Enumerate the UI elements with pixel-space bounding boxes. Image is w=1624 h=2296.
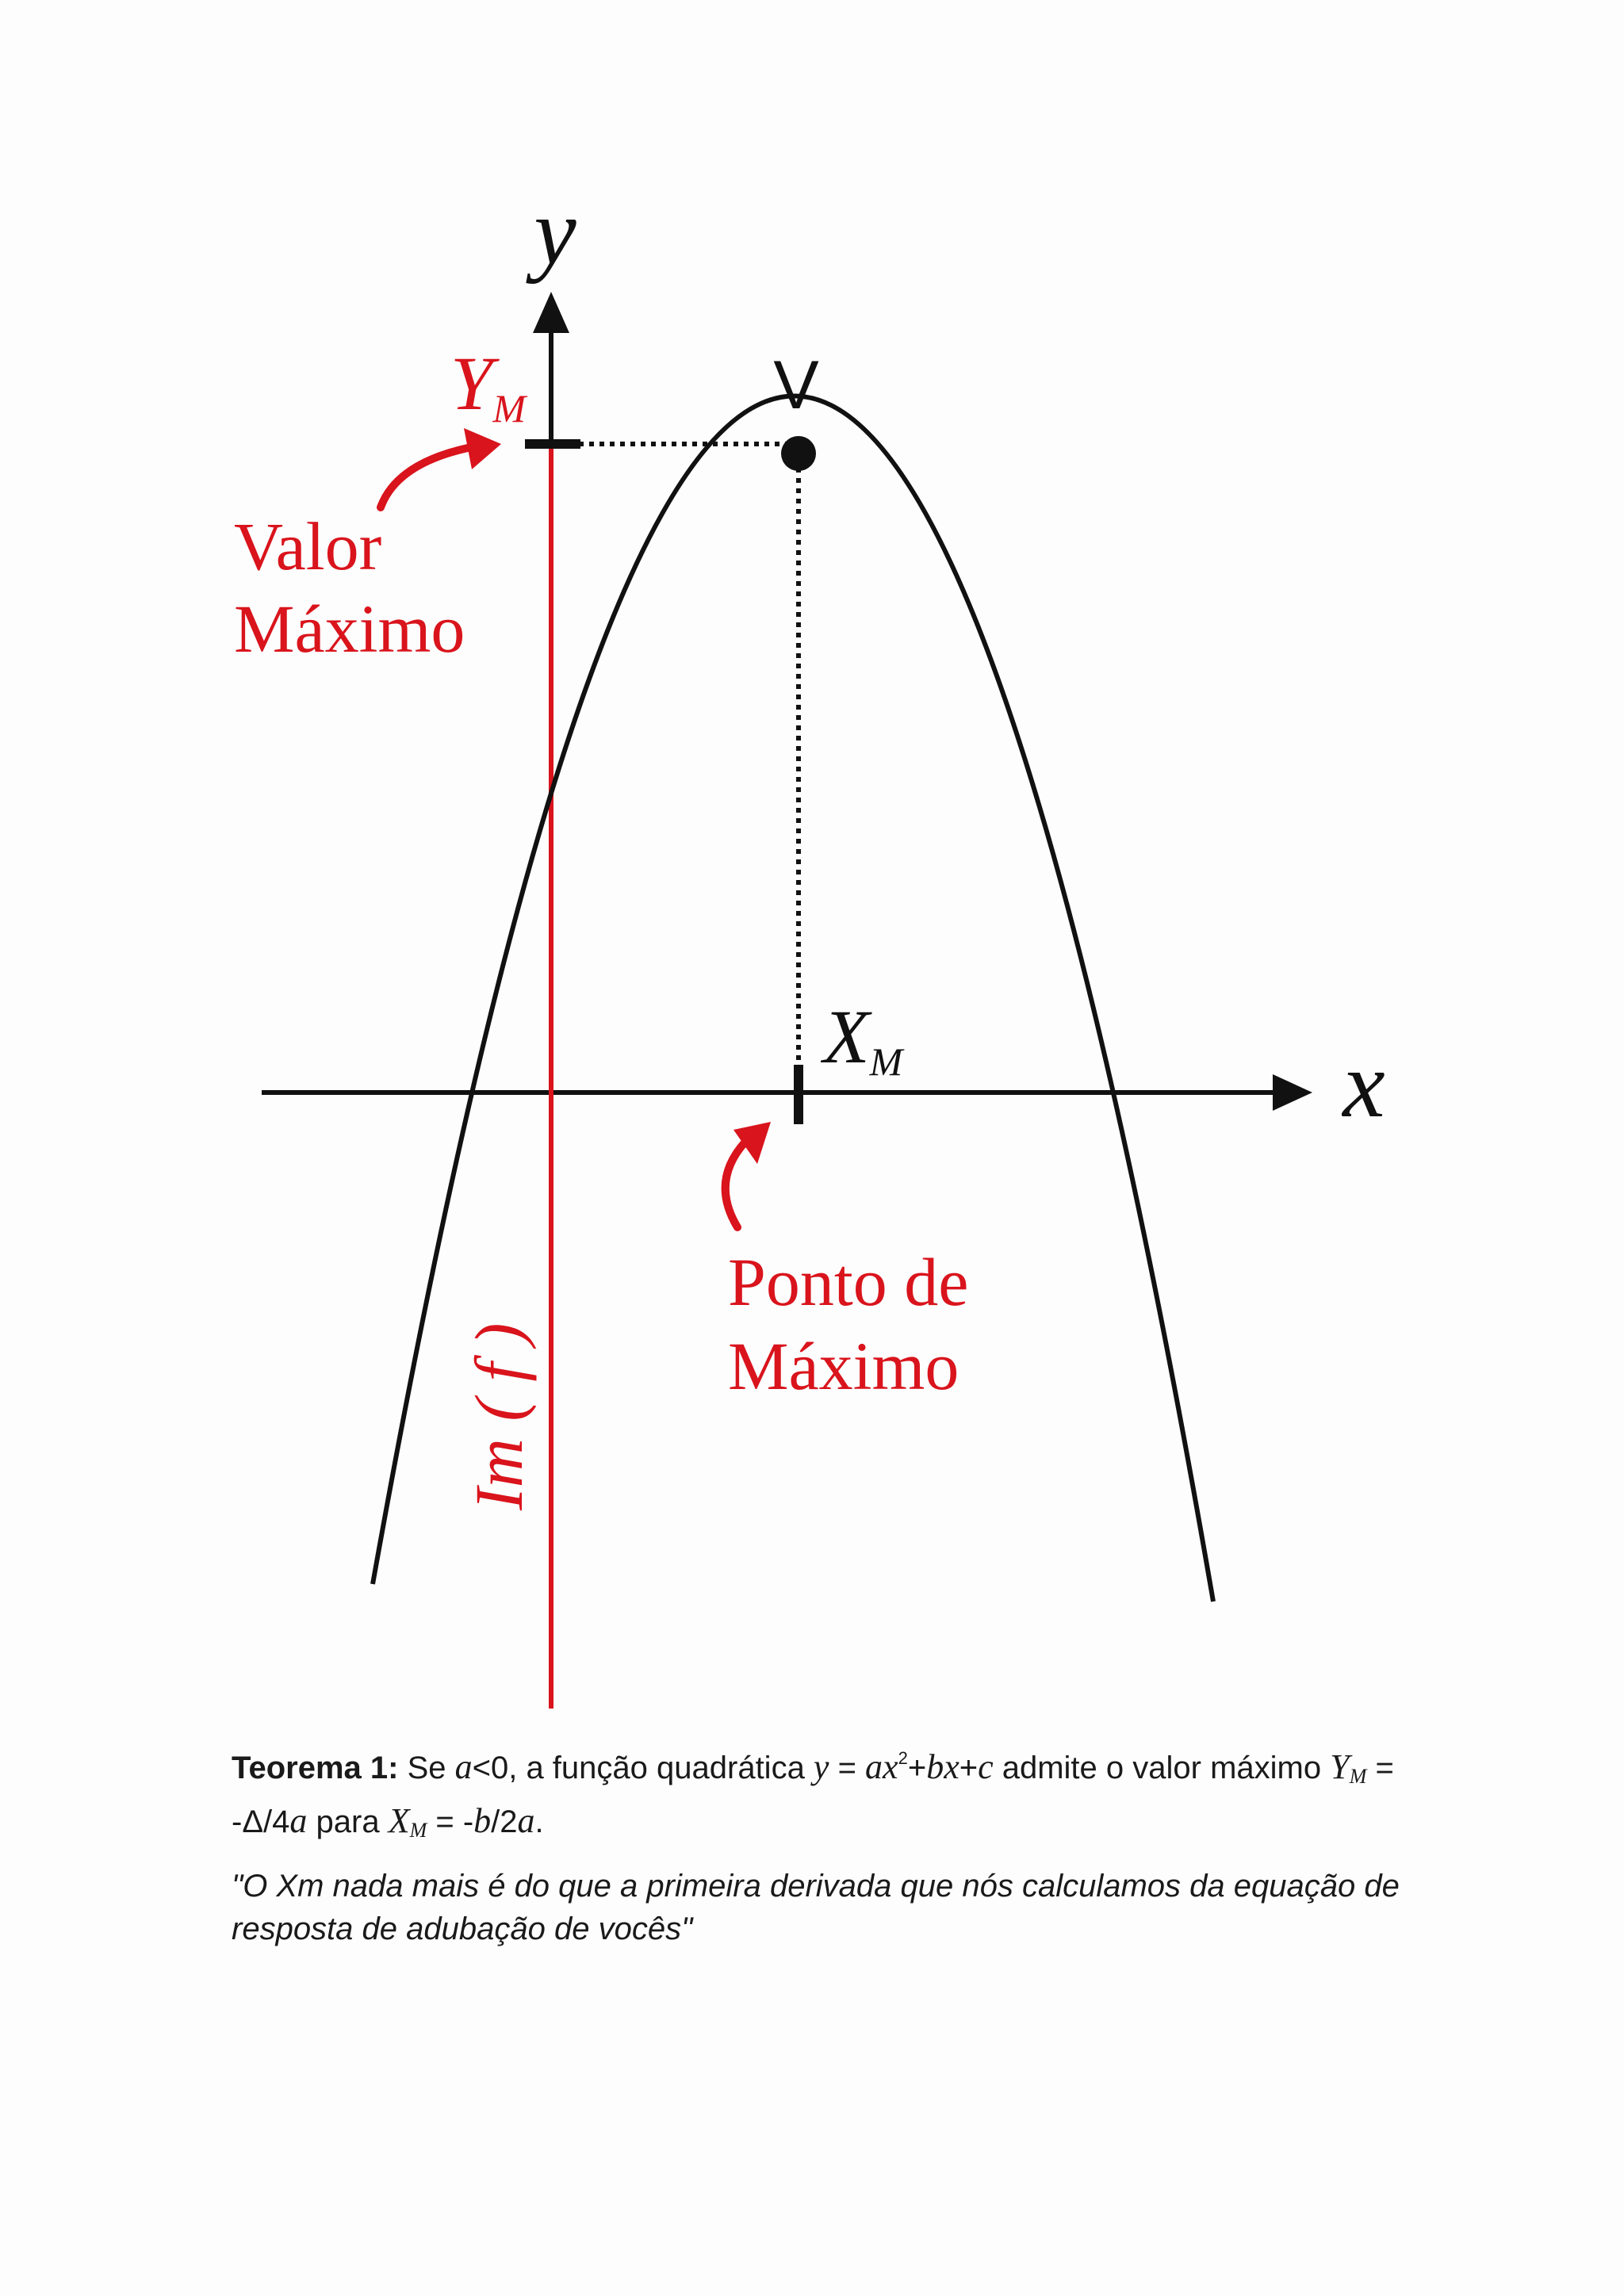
theorem-caption: Teorema 1: Se a<0, a função quadrática $y = ax^2+bx+c$ admite o valor máximo $Y_M = -\Delta/4a$ para $X_M = -b/2a$.	[232, 1747, 1394, 1842]
theorem-title: Teorema 1:	[232, 1751, 399, 1785]
xm-label: XM	[823, 994, 903, 1084]
ym-label: YM	[450, 341, 527, 430]
ponto-maximo-arrowhead	[733, 1122, 771, 1164]
vertex-point	[781, 436, 816, 471]
valor-maximo-arrowhead	[464, 428, 501, 469]
y-axis-label: y	[534, 178, 576, 284]
y-axis-arrowhead	[533, 292, 569, 333]
image-label: Im ( f )	[461, 1322, 537, 1510]
ponto-maximo-label: Ponto de Máximo	[728, 1244, 969, 1404]
valor-maximo-label: Valor Máximo	[234, 508, 465, 667]
x-axis-label: x	[1342, 1031, 1385, 1137]
vertex-label: V	[773, 347, 819, 423]
ponto-maximo-arrow	[726, 1142, 745, 1227]
x-axis-arrowhead	[1273, 1074, 1312, 1111]
quote-text: "O Xm nada mais é do que a primeira derivada que nós calculamos da equação de resposta de adubação de vocês"	[232, 1869, 1400, 1946]
valor-maximo-arrow	[381, 448, 468, 507]
